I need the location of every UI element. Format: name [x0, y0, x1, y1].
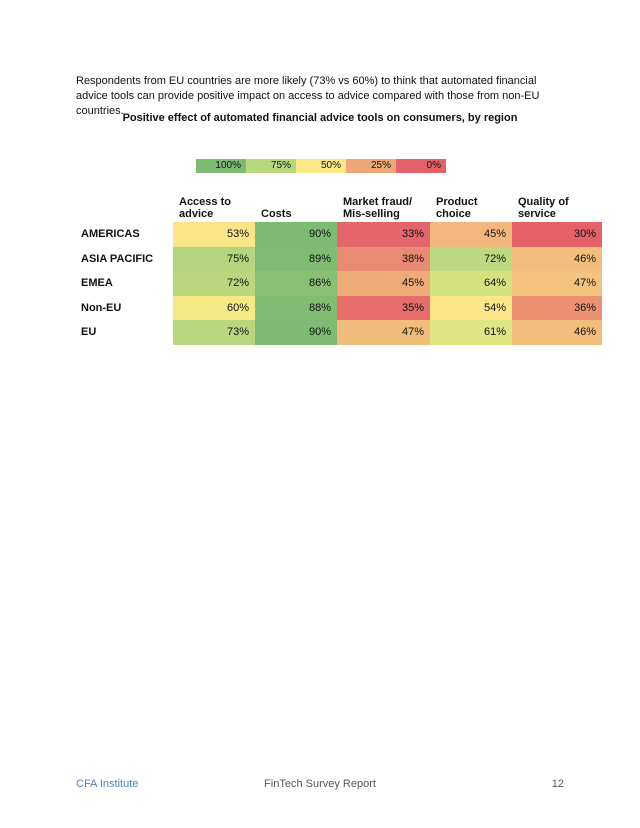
color-legend — [196, 159, 446, 173]
table-row — [78, 247, 602, 272]
heatmap-cell: 90% — [255, 320, 337, 345]
table-row — [78, 271, 602, 296]
heatmap-cell: 33% — [337, 222, 430, 247]
page-number: 12 — [551, 778, 564, 790]
heatmap-cell: 75% — [173, 247, 255, 272]
column-header: Access to advice — [179, 196, 231, 220]
chart-title: Positive effect of automated financial advice tools on consumers, by region — [122, 112, 518, 124]
heatmap-cell: 90% — [255, 222, 337, 247]
heatmap-cell: 47% — [337, 320, 430, 345]
heatmap-cell: 54% — [430, 296, 512, 321]
heatmap-cell: 47% — [512, 271, 602, 296]
row-label: Non-EU — [81, 301, 122, 314]
heatmap-cell: 72% — [430, 247, 512, 272]
heatmap-cell: 89% — [255, 247, 337, 272]
column-header: Costs — [261, 208, 292, 220]
heatmap-cell: 61% — [430, 320, 512, 345]
heatmap-cell: 73% — [173, 320, 255, 345]
row-label: EMEA — [81, 277, 113, 290]
heatmap-cell: 53% — [173, 222, 255, 247]
column-header: Product choice — [436, 196, 478, 220]
intro-paragraph: Respondents from EU countries are more likely (73% vs 60%) to think that automated financial advice tools can provide positive impact on access to advice compared with those from non-EU countries. — [76, 75, 540, 117]
legend-item: 75% — [246, 159, 296, 173]
heatmap-cell: 46% — [512, 247, 602, 272]
corner-cell — [78, 194, 173, 222]
table-row — [78, 320, 602, 345]
legend-item: 0% — [396, 159, 446, 173]
heatmap-cell: 64% — [430, 271, 512, 296]
footer-org: CFA Institute — [76, 778, 139, 790]
heatmap-cell: 38% — [337, 247, 430, 272]
table-row — [78, 222, 602, 247]
footer-report-title: FinTech Survey Report — [264, 778, 376, 790]
heatmap-cell: 45% — [430, 222, 512, 247]
heatmap-body — [78, 222, 602, 345]
row-label: AMERICAS — [81, 228, 140, 241]
heatmap-cell: 46% — [512, 320, 602, 345]
legend-item: 50% — [296, 159, 346, 173]
header-row — [78, 194, 602, 222]
legend-item: 25% — [346, 159, 396, 173]
heatmap-cell: 72% — [173, 271, 255, 296]
heatmap-cell: 35% — [337, 296, 430, 321]
row-label: ASIA PACIFIC — [81, 252, 154, 265]
heatmap-cell: 45% — [337, 271, 430, 296]
legend-item: 100% — [196, 159, 246, 173]
column-header: Market fraud/ Mis-selling — [343, 196, 413, 220]
row-label: EU — [81, 326, 97, 339]
column-header: Quality of service — [518, 196, 569, 220]
heatmap-cell: 88% — [255, 296, 337, 321]
table-row — [78, 296, 602, 321]
heatmap-cell: 60% — [173, 296, 255, 321]
heatmap-cell: 36% — [512, 296, 602, 321]
heatmap-cell: 30% — [512, 222, 602, 247]
heatmap-cell: 86% — [255, 271, 337, 296]
heatmap-table — [78, 194, 602, 345]
